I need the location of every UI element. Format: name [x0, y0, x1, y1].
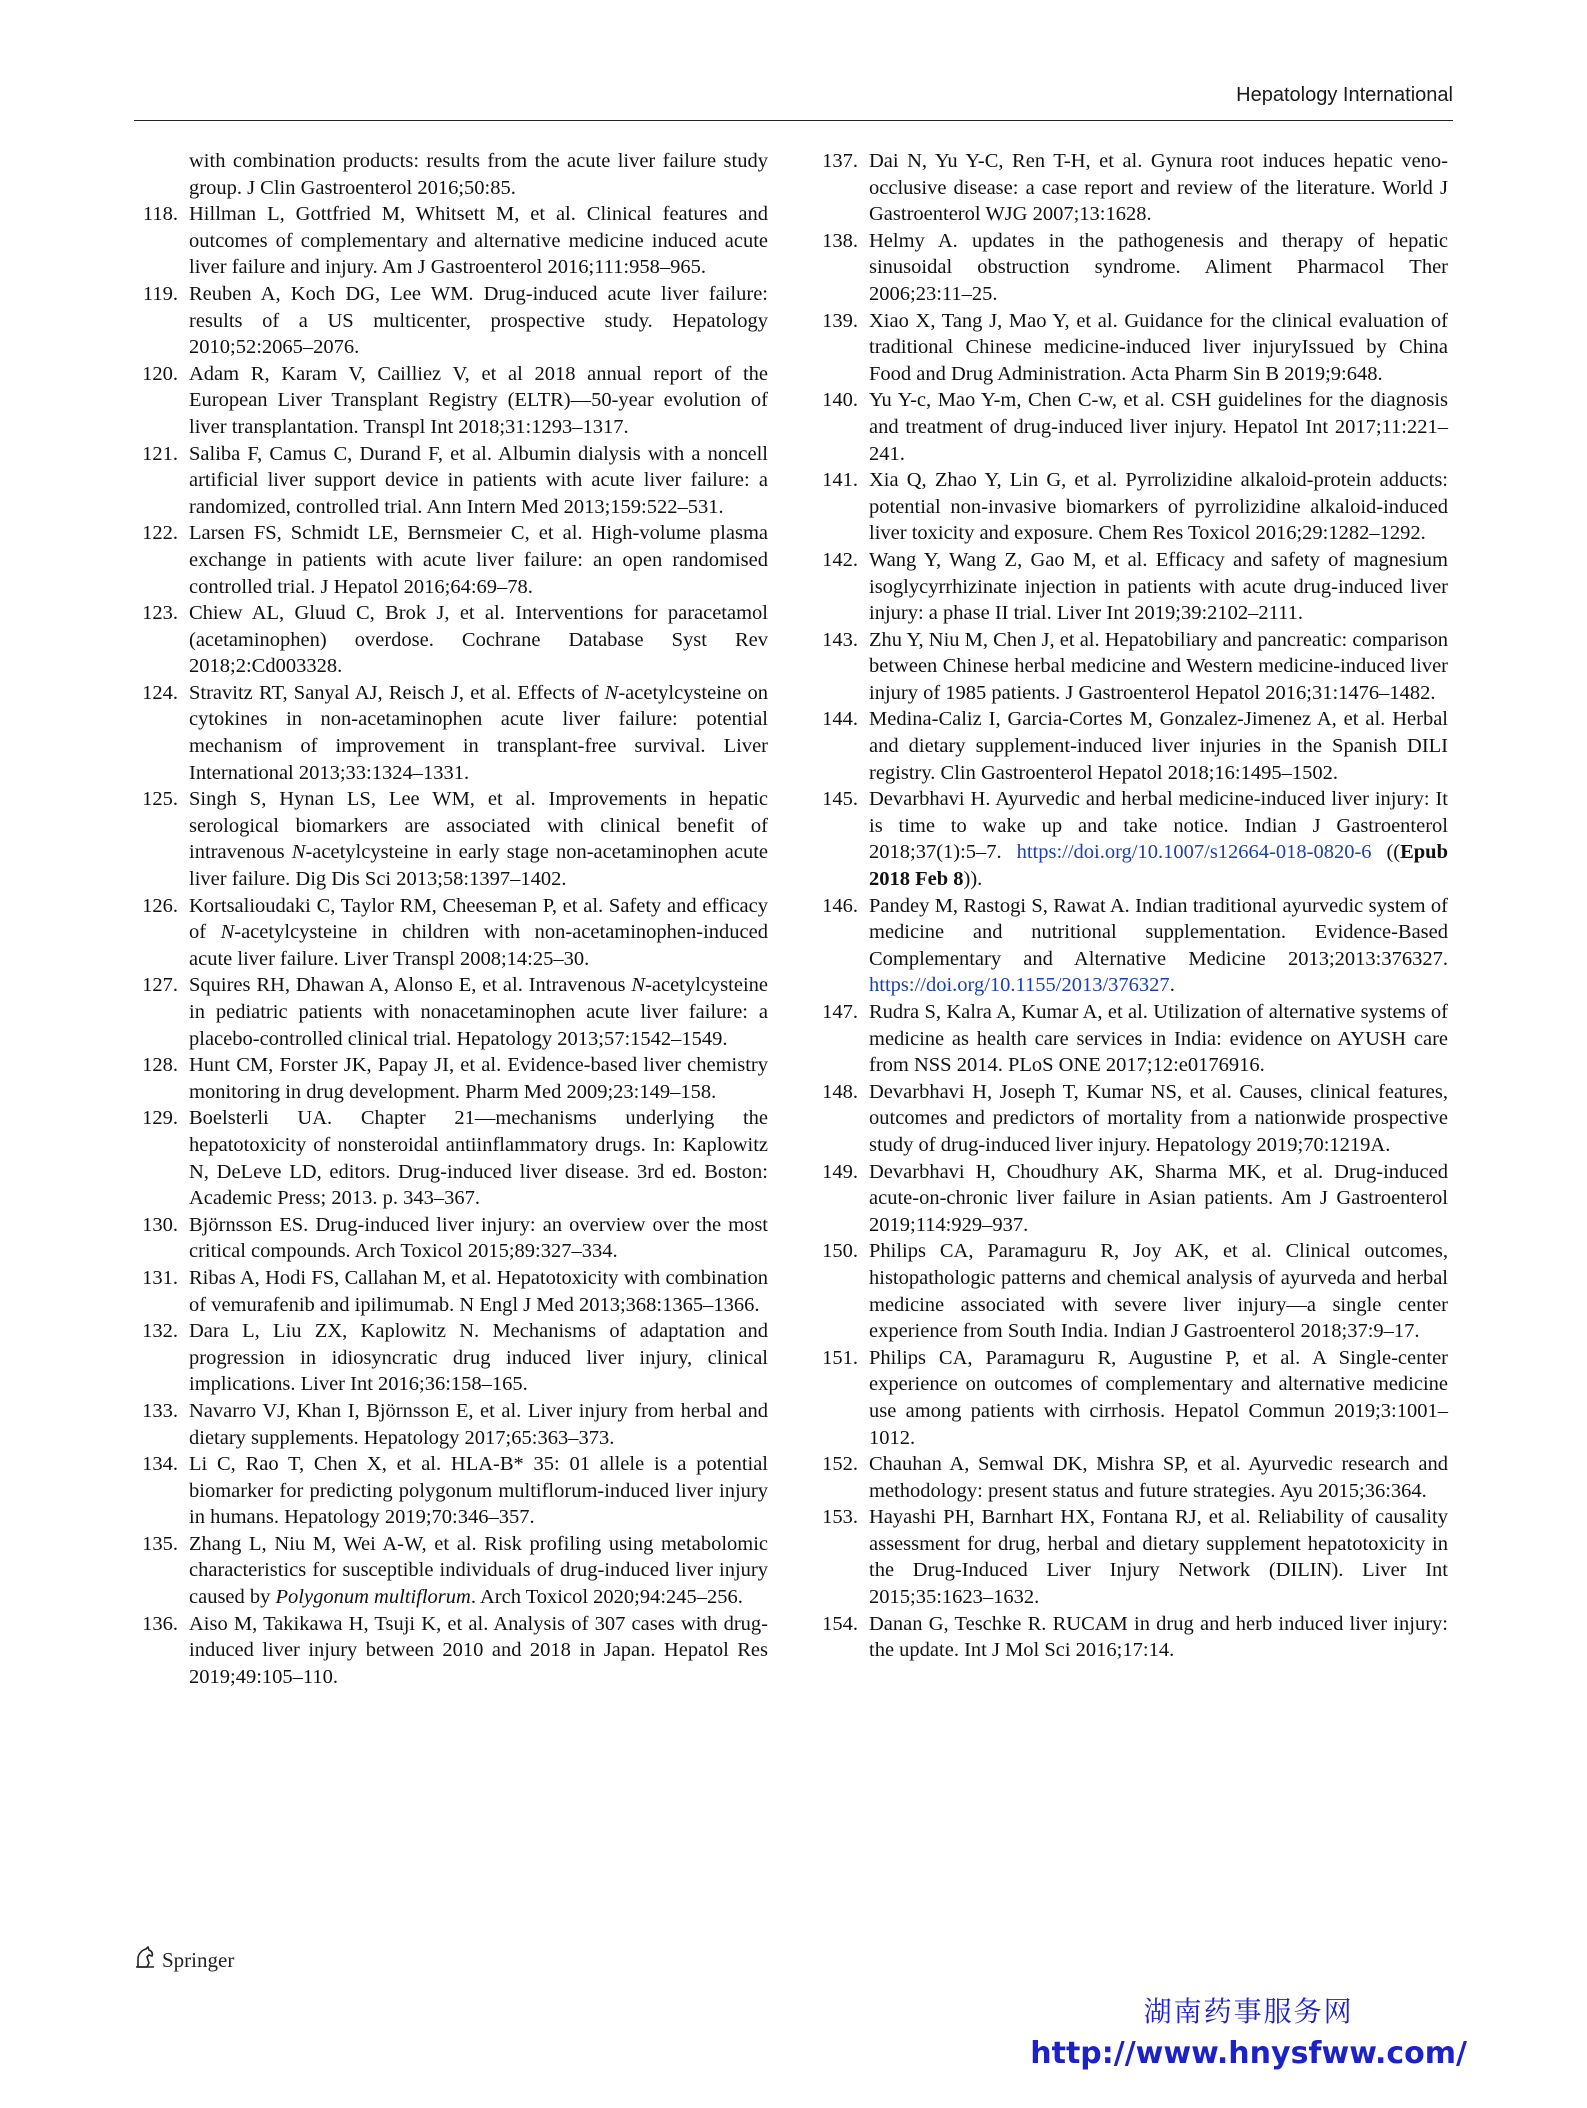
- reference-number: 144.: [822, 708, 858, 731]
- reference-text: Li C, Rao T, Chen X, et al. HLA-B* 35: 01 allele is a potential biomarker for predicting polygonum multiflorum-induced liver injury in humans. Hepatology 2019;70:346–357.: [189, 1453, 768, 1529]
- reference-text: Björnsson ES. Drug-induced liver injury: an overview over the most critical compounds. Arch Toxicol 2015;89:327–334.: [189, 1213, 768, 1263]
- reference-text-part: -acetylcysteine in children with non-acetaminophen-induced acute liver failure. Liver Transpl 2008;14:25–30.: [189, 921, 769, 970]
- reference-number: 147.: [822, 1001, 858, 1023]
- reference-text: Larsen FS, Schmidt LE, Bernsmeier C, et al. High-volume plasma exchange in patients with acute liver failure: an open randomised controlled trial. J Hepatol 2016;64:69–78.: [189, 522, 768, 598]
- reference-text: Hillman L, Gottfried M, Whitsett M, et al. Clinical features and outcomes of complementary and alternative medicine induced acute liver failure and injury. Am J Gastroenterol 2016;111:958–965.: [189, 203, 768, 279]
- reference-item: [814, 1611, 1448, 1664]
- reference-number: 121.: [142, 442, 178, 465]
- reference-number: 125.: [142, 788, 178, 811]
- reference-text-part: .: [1169, 974, 1175, 997]
- reference-item: [814, 1345, 1448, 1451]
- reference-doi-link[interactable]: https://doi.org/10.1007/s12664-018-0820-6: [1016, 841, 1372, 864]
- left-column: [134, 148, 768, 1690]
- reference-item: [134, 1318, 768, 1398]
- reference-italic-term: N: [220, 921, 235, 944]
- reference-item: [814, 387, 1448, 467]
- reference-item: [814, 627, 1448, 707]
- header-rule: [134, 120, 1453, 121]
- reference-text-part: Devarbhavi H. Ayurvedic and herbal medicine-induced liver injury: It is time to wake up and take notice. Indian J Gastroenterol 2018;37(1):5–7.: [869, 788, 1448, 864]
- reference-text: [189, 680, 768, 786]
- reference-text: Ribas A, Hodi FS, Callahan M, et al. Hepatotoxicity with combination of vemurafenib and ipilimumab. N Engl J Med 2013;368:1365–1366.: [189, 1266, 768, 1316]
- reference-number: 119.: [142, 282, 178, 305]
- reference-text: Chauhan A, Semwal DK, Mishra SP, et al. Ayurvedic research and methodology: present status and future strategies. Ayu 2015;36:364.: [869, 1453, 1448, 1502]
- reference-item: [134, 1531, 768, 1611]
- reference-item: [134, 441, 768, 521]
- reference-text: Adam R, Karam V, Cailliez V, et al 2018 annual report of the European Liver Transplant Registry (ELTR)—50-year evolution of liver transplantation. Transpl Int 2018;31:1293–1317.: [189, 362, 768, 438]
- reference-text: Devarbhavi H, Joseph T, Kumar NS, et al. Causes, clinical features, outcomes and predictors of mortality from a nationwide prospective study of drug-induced liver injury. Hepatology 2019;70:1219A.: [869, 1080, 1448, 1156]
- reference-text-part: Kortsalioudaki C, Taylor RM, Cheeseman P, et al. Safety and efficacy of: [189, 894, 768, 944]
- reference-number: 142.: [822, 548, 858, 571]
- reference-item: [814, 1451, 1448, 1504]
- reference-item: [134, 972, 768, 1052]
- reference-number: 150.: [822, 1240, 858, 1263]
- reference-item: [134, 1451, 768, 1531]
- reference-item: [134, 520, 768, 600]
- reference-text: [869, 893, 1448, 999]
- reference-item: [814, 1159, 1448, 1239]
- reference-number: 126.: [142, 894, 178, 917]
- reference-number: 132.: [142, 1320, 178, 1343]
- reference-item: [134, 786, 768, 892]
- reference-number: 151.: [822, 1346, 858, 1369]
- reference-bold-note: Epub 2018 Feb 8: [869, 841, 1448, 891]
- watermark-title: 湖南药事服务网: [1143, 1995, 1354, 2028]
- watermark: [1030, 1990, 1467, 2071]
- reference-item: [134, 600, 768, 680]
- springer-horse-icon: [134, 1945, 156, 1975]
- reference-item: [134, 1398, 768, 1451]
- reference-text: [189, 786, 768, 892]
- reference-number: 154.: [822, 1612, 858, 1635]
- reference-text-part: Singh S, Hynan LS, Lee WM, et al. Improvements in hepatic serological biomarkers are associated with clinical benefit of intravenous: [189, 788, 768, 864]
- reference-item: [814, 999, 1448, 1079]
- reference-text-part: Zhang L, Niu M, Wei A-W, et al. Risk profiling using metabolomic characteristics for susceptible individuals of drug-induced liver injury caused by: [189, 1532, 768, 1609]
- reference-text-part: . Arch Toxicol 2020;94:245–256.: [470, 1586, 743, 1609]
- journal-name: Hepatology International: [1236, 84, 1453, 106]
- reference-text: Rudra S, Kalra A, Kumar A, et al. Utilization of alternative systems of medicine as health care services in India: evidence on AYUSH care from NSS 2014. PLoS ONE 2017;12:e0176916.: [869, 1001, 1448, 1077]
- reference-item: [814, 786, 1448, 892]
- reference-text-part: -acetylcysteine on cytokines in non-acetaminophen acute liver failure: potential mechanism of improvement in transplant-free survival. Liver International 2013;33:1324–1331.: [189, 681, 768, 784]
- reference-text: Aiso M, Takikawa H, Tsuji K, et al. Analysis of 307 cases with drug-induced liver injury between 2010 and 2018 in Japan. Hepatol Res 2019;49:105–110.: [189, 1612, 768, 1688]
- reference-text: Navarro VJ, Khan I, Björnsson E, et al. Liver injury from herbal and dietary supplements. Hepatology 2017;65:363–373.: [189, 1399, 768, 1449]
- reference-text: Helmy A. updates in the pathogenesis and therapy of hepatic sinusoidal obstruction syndrome. Aliment Pharmacol Ther 2006;23:11–25.: [869, 229, 1448, 305]
- reference-text-part: ((: [1371, 841, 1401, 864]
- reference-text: Philips CA, Paramaguru R, Augustine P, et al. A Single-center experience on outcomes of complementary and alternative medicine use among patients with cirrhosis. Hepatol Commun 2019;3:1001–1012.: [869, 1346, 1448, 1449]
- reference-text: Wang Y, Wang Z, Gao M, et al. Efficacy and safety of magnesium isoglycyrrhizinate injection in patients with acute drug-induced liver injury: a phase II trial. Liver Int 2019;39:2102–2111.: [869, 548, 1448, 625]
- reference-number: 128.: [142, 1054, 178, 1077]
- reference-item: [134, 1212, 768, 1265]
- reference-italic-term: Polygonum multiflorum: [275, 1586, 471, 1609]
- reference-text-part: -acetylcysteine in pediatric patients with nonacetaminophen acute liver failure: a placebo-controlled clinical trial. Hepatology 2013;57:1542–1549.: [189, 974, 768, 1050]
- reference-item: [814, 547, 1448, 627]
- reference-number: 134.: [142, 1453, 178, 1476]
- reference-number: 122.: [142, 522, 178, 545]
- reference-text: Dara L, Liu ZX, Kaplowitz N. Mechanisms of adaptation and progression in idiosyncratic drug induced liver injury, clinical implications. Liver Int 2016;36:158–165.: [189, 1320, 768, 1396]
- reference-text: Xiao X, Tang J, Mao Y, et al. Guidance for the clinical evaluation of traditional Chinese medicine-induced liver injuryIssued by China Food and Drug Administration. Acta Pharm Sin B 2019;9:648.: [869, 309, 1448, 385]
- reference-text: Reuben A, Koch DG, Lee WM. Drug-induced acute liver failure: results of a US multicenter, prospective study. Hepatology 2010;52:2065–2076.: [189, 282, 768, 359]
- reference-number: 131.: [142, 1266, 178, 1289]
- reference-number: 140.: [822, 389, 858, 412]
- reference-text: Hunt CM, Forster JK, Papay JI, et al. Evidence-based liver chemistry monitoring in drug development. Pharm Med 2009;23:149–158.: [189, 1054, 768, 1103]
- reference-number: 133.: [142, 1399, 178, 1422]
- reference-text-part: Stravitz RT, Sanyal AJ, Reisch J, et al. Effects of: [189, 681, 605, 704]
- reference-italic-term: N: [291, 841, 306, 864]
- publisher-name: Springer: [162, 1947, 235, 1972]
- reference-number: 146.: [822, 894, 858, 917]
- reference-text: Medina-Caliz I, Garcia-Cortes M, Gonzalez-Jimenez A, et al. Herbal and dietary supplement-induced liver injuries in the Spanish DILI registry. Clin Gastroenterol Hepatol 2018;16:1495–1502.: [869, 708, 1448, 784]
- reference-item: [814, 1079, 1448, 1159]
- reference-text: Zhu Y, Niu M, Chen J, et al. Hepatobiliary and pancreatic: comparison between Chinese herbal medicine and Western medicine-induced liver injury of 1985 patients. J Gastroenterol Hepatol 2016;31:1476–1482.: [869, 628, 1448, 704]
- reference-continuation: with combination products: results from the acute liver failure study group. J Clin Gastroenterol 2016;50:85.: [189, 150, 768, 199]
- reference-item: [134, 361, 768, 441]
- reference-item: [134, 1105, 768, 1211]
- reference-text: Hayashi PH, Barnhart HX, Fontana RJ, et al. Reliability of causality assessment for drug, herbal and dietary supplement hepatotoxicity in the Drug-Induced Liver Injury Network (DILIN). Liver Int 2015;35:1623–1632.: [869, 1506, 1448, 1609]
- reference-number: 143.: [822, 628, 858, 651]
- right-column: [814, 148, 1448, 1664]
- reference-number: 130.: [142, 1213, 178, 1236]
- reference-text-part: Squires RH, Dhawan A, Alonso E, et al. Intravenous: [189, 974, 632, 997]
- reference-italic-term: N: [604, 681, 619, 704]
- reference-italic-term: N: [631, 974, 646, 997]
- reference-item: [134, 201, 768, 281]
- reference-number: 137.: [822, 150, 858, 172]
- reference-text: Xia Q, Zhao Y, Lin G, et al. Pyrrolizidine alkaloid-protein adducts: potential non-invasive biomarkers of pyrrolizidine alkaloid-induced liver toxicity and exposure. Chem Res Toxicol 2016;29:1282–1292.: [869, 469, 1448, 545]
- reference-number: 139.: [822, 309, 858, 332]
- reference-item: [134, 1265, 768, 1318]
- left-reference-list: [134, 201, 768, 1690]
- reference-item: [814, 308, 1448, 388]
- reference-item: [814, 1238, 1448, 1344]
- reference-item: [134, 1611, 768, 1691]
- right-reference-list: [814, 148, 1448, 1664]
- reference-number: 153.: [822, 1506, 858, 1529]
- reference-number: 127.: [142, 974, 178, 997]
- reference-number: 149.: [822, 1160, 858, 1183]
- reference-number: 138.: [822, 229, 858, 252]
- reference-text: Yu Y-c, Mao Y-m, Chen C-w, et al. CSH guidelines for the diagnosis and treatment of drug-induced liver injury. Hepatol Int 2017;11:221–241.: [869, 389, 1448, 465]
- reference-item: [814, 467, 1448, 547]
- reference-number: 152.: [822, 1453, 858, 1476]
- reference-doi-link[interactable]: https://doi.org/10.1155/2013/376327: [869, 974, 1170, 997]
- reference-text: Devarbhavi H, Choudhury AK, Sharma MK, et al. Drug-induced acute-on-chronic liver failure in Asian patients. Am J Gastroenterol 2019;114:929–937.: [869, 1160, 1448, 1236]
- reference-text: [189, 893, 768, 973]
- reference-text: Dai N, Yu Y-C, Ren T-H, et al. Gynura root induces hepatic veno-occlusive disease: a case report and review of the literature. World J Gastroenterol WJG 2007;13:1628.: [869, 150, 1448, 226]
- reference-text: Chiew AL, Gluud C, Brok J, et al. Interventions for paracetamol (acetaminophen) overdose. Cochrane Database Syst Rev 2018;2:Cd003328.: [189, 602, 768, 678]
- reference-number: 120.: [142, 362, 178, 385]
- reference-text: Danan G, Teschke R. RUCAM in drug and herb induced liver injury: the update. Int J Mol Sci 2016;17:14.: [869, 1612, 1448, 1662]
- reference-item: [814, 148, 1448, 228]
- reference-text-part: )).: [963, 868, 983, 891]
- reference-item: [814, 706, 1448, 786]
- reference-number: 118.: [142, 203, 178, 226]
- publisher-logo: [134, 1945, 234, 1975]
- reference-number: 124.: [142, 681, 178, 704]
- reference-text: Boelsterli UA. Chapter 21—mechanisms underlying the hepatotoxicity of nonsteroidal antiinflammatory drugs. In: Kaplowitz N, DeLeve LD, editors. Drug-induced liver disease. 3rd ed. Boston: Academic Press; 2013. p. 343–367.: [189, 1107, 768, 1210]
- reference-number: 148.: [822, 1080, 858, 1103]
- reference-number: 145.: [822, 788, 858, 811]
- reference-text: Saliba F, Camus C, Durand F, et al. Albumin dialysis with a noncell artificial liver support device in patients with acute liver failure: a randomized, controlled trial. Ann Intern Med 2013;159:522–531.: [189, 442, 768, 518]
- reference-item: [814, 893, 1448, 999]
- reference-item: [134, 1052, 768, 1105]
- reference-item: [814, 228, 1448, 308]
- reference-number: 135.: [142, 1532, 178, 1555]
- reference-item: [134, 893, 768, 973]
- reference-text: Philips CA, Paramaguru R, Joy AK, et al. Clinical outcomes, histopathologic patterns and chemical analysis of ayurveda and herbal medicine associated with severe liver injury—a single center experience from South India. Indian J Gastroenterol 2018;37:9–17.: [869, 1240, 1448, 1343]
- reference-item: [134, 680, 768, 786]
- reference-text: [189, 1531, 768, 1611]
- reference-item: [134, 281, 768, 361]
- reference-text-part: Pandey M, Rastogi S, Rawat A. Indian traditional ayurvedic system of medicine and nutritional supplementation. Evidence-Based Complementary and Alternative Medicine 2013;2013:376327.: [869, 894, 1448, 970]
- reference-text: [869, 786, 1448, 892]
- reference-item: [814, 1504, 1448, 1610]
- reference-number: 123.: [142, 602, 178, 625]
- reference-text: [189, 972, 768, 1052]
- reference-number: 129.: [142, 1107, 178, 1130]
- reference-number: 141.: [822, 469, 858, 492]
- reference-number: 136.: [142, 1612, 178, 1635]
- reference-text-part: -acetylcysteine in early stage non-acetaminophen acute liver failure. Dig Dis Sci 2013;58:1397–1402.: [189, 841, 768, 891]
- watermark-url[interactable]: http://www.hnysfww.com/: [1030, 2036, 1467, 2071]
